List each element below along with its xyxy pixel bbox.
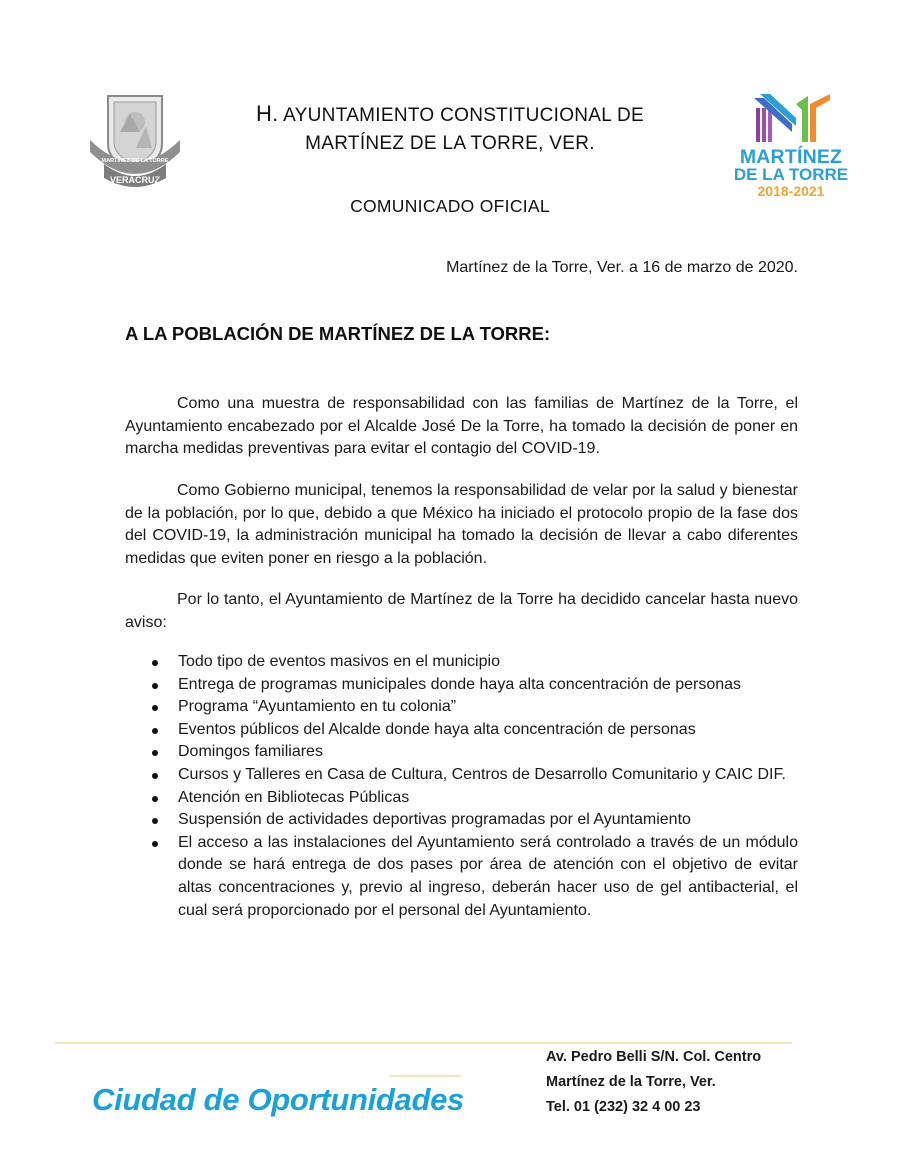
brand-line1: MARTÍNEZ bbox=[739, 146, 843, 168]
coat-scroll-text: VERACRUZ bbox=[109, 175, 161, 185]
list-item bbox=[150, 809, 798, 832]
list-item-text: Eventos públicos del Alcalde donde haya alta concentración de personas bbox=[178, 720, 696, 738]
list-item bbox=[150, 651, 798, 674]
paragraph-3 bbox=[125, 589, 798, 634]
list-item bbox=[150, 674, 798, 697]
header-title-line2: MARTÍNEZ DE LA TORRE, VER. bbox=[305, 133, 595, 154]
bullet-icon bbox=[152, 841, 158, 847]
paragraph-text: Como una muestra de responsabilidad con las familias de Martínez de la Torre, el Ayuntamiento encabezado por el Alcalde José De la Torre, ha tomado la decisión de poner en marcha medidas preventivas para evitar el contagio del COVID-19. bbox=[125, 395, 798, 457]
bullet-icon bbox=[152, 728, 158, 734]
bullet-icon bbox=[152, 750, 158, 756]
bullet-icon bbox=[152, 660, 158, 666]
brand-years: 2018-2021 bbox=[757, 183, 825, 199]
brand-line2: DE LA TORRE bbox=[733, 165, 849, 184]
bullet-icon bbox=[152, 683, 158, 689]
footer-phone: Tel. 01 (232) 32 4 00 23 bbox=[546, 1099, 701, 1115]
document-subtitle: COMUNICADO OFICIAL bbox=[350, 196, 550, 216]
paragraph-2 bbox=[125, 480, 798, 570]
list-item bbox=[150, 719, 798, 742]
list-item-text: Suspensión de actividades deportivas programadas por el Ayuntamiento bbox=[178, 811, 691, 829]
list-item-text: Todo tipo de eventos masivos en el municipio bbox=[178, 653, 500, 670]
mt-logo bbox=[730, 92, 852, 198]
coat-of-arms-icon bbox=[86, 92, 184, 192]
bullet-icon bbox=[152, 818, 158, 824]
paragraph-text: Por lo tanto, el Ayuntamiento de Martínez de la Torre ha decidido cancelar hasta nuevo aviso: bbox=[125, 591, 798, 631]
bullet-icon bbox=[152, 796, 158, 802]
title-initial: H. bbox=[255, 101, 279, 126]
bullet-icon bbox=[152, 705, 158, 711]
coat-ribbon-text: MARTÍNEZ DE LA TORRE bbox=[101, 158, 169, 164]
footer-address-line1: Av. Pedro Belli S/N. Col. Centro bbox=[546, 1049, 762, 1065]
paragraph-1 bbox=[125, 393, 798, 461]
footer-address-line2: Martínez de la Torre, Ver. bbox=[546, 1074, 716, 1090]
bullet-icon bbox=[152, 773, 158, 779]
title-rest: AYUNTAMIENTO CONSTITUCIONAL DE bbox=[278, 105, 645, 126]
footer-divider bbox=[55, 1042, 792, 1044]
mt-logo-icon bbox=[752, 94, 832, 144]
list-item bbox=[150, 764, 798, 787]
list-item bbox=[150, 741, 798, 764]
header-title-line1 bbox=[200, 101, 700, 127]
date-line: Martínez de la Torre, Ver. a 16 de marzo de 2020. bbox=[446, 259, 798, 276]
list-item-text: Cursos y Talleres en Casa de Cultura, Centros de Desarrollo Comunitario y CAIC DIF. bbox=[178, 765, 786, 783]
list-item bbox=[150, 787, 798, 810]
paragraph-text: Como Gobierno municipal, tenemos la responsabilidad de velar por la salud y bienestar de la población, por lo que, debido a que México ha iniciado el protocolo propio de la fase dos del COVID-19, la administración municipal ha tomado la decisión de llevar a cabo diferentes medidas que eviten poner en riesgo a la población. bbox=[125, 482, 798, 567]
cancellation-list bbox=[150, 651, 798, 922]
slogan-accent-line bbox=[389, 1075, 461, 1077]
list-item-text: Entrega de programas municipales donde haya alta concentración de personas bbox=[178, 675, 742, 693]
list-item-text: Programa “Ayuntamiento en tu colonia” bbox=[178, 698, 457, 716]
footer-slogan: Ciudad de Oportunidades bbox=[92, 1082, 465, 1117]
list-item bbox=[150, 832, 798, 922]
list-item bbox=[150, 696, 798, 719]
addressee-heading: A LA POBLACIÓN DE MARTÍNEZ DE LA TORRE: bbox=[125, 323, 551, 344]
list-item-text: Atención en Bibliotecas Públicas bbox=[178, 788, 410, 806]
list-item-text: El acceso a las instalaciones del Ayuntamiento será controlado a través de un módulo donde se hará entrega de dos pases por área de atención con el objetivo de evitar altas concentraciones y, previo al ingreso, deberán hacer uso de gel antibacterial, el cual será proporcionado por el personal del Ayuntamiento. bbox=[178, 833, 798, 919]
list-item-text: Domingos familiares bbox=[178, 743, 323, 761]
